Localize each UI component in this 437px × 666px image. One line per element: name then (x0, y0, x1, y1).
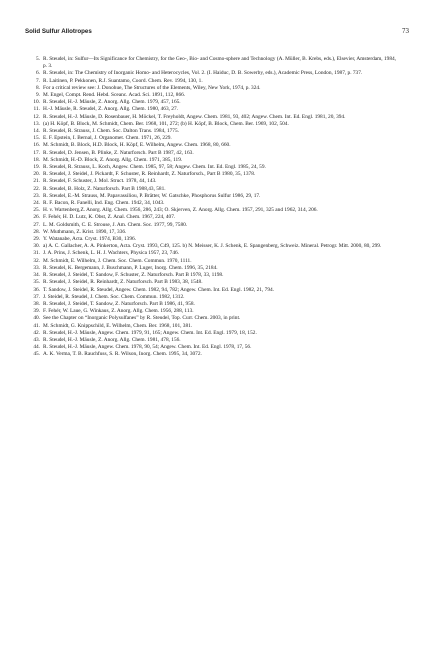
reference-item (26, 250, 396, 257)
reference-number: 38. (33, 300, 40, 307)
reference-text: H. v. Wartenberg,Z. Anorg. Allg. Chem. 1956, 286, 243; O. Skjerven, Z. Anorg. Allg. Chem. 1957, 291, 325 and 1962, 314, 206. (43, 207, 318, 214)
reference-item (26, 330, 396, 337)
reference-item (26, 351, 396, 358)
reference-number: 29. (33, 236, 40, 243)
reference-number: 31. (33, 250, 40, 257)
reference-number: 8. (35, 84, 40, 91)
reference-item (26, 178, 396, 185)
reference-number: 26. (33, 214, 40, 221)
reference-item (26, 229, 396, 236)
reference-number: 34. (33, 272, 40, 279)
reference-item (26, 315, 396, 322)
reference-item (26, 106, 396, 113)
reference-item (26, 279, 396, 286)
reference-item (26, 121, 396, 128)
reference-number: 28. (33, 228, 40, 235)
reference-number: 18. (33, 156, 40, 163)
reference-number: 16. (33, 142, 40, 149)
reference-number: 13. (33, 120, 40, 127)
reference-text: R. Steudel, B. Holz, Z. Naturforsch. Part B 1988,43, 581. (43, 185, 166, 192)
reference-text: (a) H. Köpf, B. Block, M. Schmidt, Chem. Ber. 1968, 101, 272; (b) H. Köpf, B. Block, Chem. Ber. 1969, 102, 504. (43, 120, 289, 127)
reference-number: 35. (33, 279, 40, 286)
reference-text: R. Steudel, H.-J. Mäusle, Z. Anorg. Allg. Chem. 1979, 457, 165. (43, 99, 181, 106)
reference-text: E. F. Epstein, I. Bernal, J. Organomet. Chem. 1971, 26, 229. (43, 135, 172, 142)
reference-text: R. F. Bacon, R. Fanelli, Ind. Eng. Chem. 1942, 34, 1043. (43, 200, 165, 207)
reference-text: R. Steudel, in: Sulfur—Its Significance for Chemistry, for the Geo-, Bio- and Cosmo-sphere and Technology (A. Müller, B. Krebs, eds.), Elsevier, Amsterdam, 1984, p. 3. (43, 56, 397, 70)
reference-item (26, 114, 396, 121)
reference-number: 17. (33, 149, 40, 156)
reference-number: 27. (33, 221, 40, 228)
reference-text: For a critical review see: J. Donohue, The Structures of the Elements, Wiley, New York, 1974, p. 324. (43, 84, 261, 91)
reference-item (26, 171, 396, 178)
reference-number: 39. (33, 308, 40, 315)
reference-text: J. A. Prins, J. Schenk, L. H. J. Wachters, Physica 1957, 23, 746. (43, 250, 180, 257)
reference-number: 23. (33, 192, 40, 199)
reference-number: 33. (33, 264, 40, 271)
reference-number: 22. (33, 185, 40, 192)
reference-text: R. Steudel, in: The Chemistry of Inorganic Homo- and Heterocycles, Vol. 2. (I. Haiduc, D. B. Sowerby, eds.), Academic Press, London, 1987, p. 737. (43, 70, 363, 77)
reference-item (26, 301, 396, 308)
reference-item (26, 258, 396, 265)
reference-text: Y. Watanabe, Acta. Cryst. 1974, B30, 1396. (43, 236, 137, 243)
reference-text: F. Fehér, W. Laue, G. Winkaus, Z. Anorg. Allg. Chem. 1956, 288, 113. (43, 308, 194, 315)
reference-text: M. Schmidt, E. Wilhelm, J. Chem. Soc. Chem. Commun. 1970, 1111. (43, 257, 192, 264)
reference-item (26, 70, 396, 77)
reference-text: A. K. Verma, T. B. Rauchfuss, S. R. Wilson, Inorg. Chem. 1995, 34, 3072. (43, 351, 202, 358)
reference-text: R. Steudel, H.-J. Mäusle, Angew. Chem. 1978, 90, 54; Angew. Chem. Int. Ed. Engl. 1978, 17, 56. (43, 344, 252, 351)
reference-item (26, 294, 396, 301)
reference-item (26, 92, 396, 99)
reference-number: 9. (35, 92, 40, 99)
reference-text: T. Sandow, J. Steidel, R. Steudel, Angew. Chem. 1982, 94, 782; Angew. Chem. Int. Ed. Engl. 1982, 21, 794. (43, 286, 274, 293)
reference-number: 45. (33, 351, 40, 358)
reference-item (26, 200, 396, 207)
reference-text: F. Fehér, H. D. Lutz, K. Obst, Z. Anal. Chem. 1967, 224, 407. (43, 214, 176, 221)
reference-item (26, 142, 396, 149)
reference-text: R. Steudel, D. Jensen, B. Plinke, Z. Naturforsch. Part B 1987, 42, 163. (43, 149, 194, 156)
reference-item (26, 222, 396, 229)
reference-item (26, 287, 396, 294)
reference-number: 41. (33, 322, 40, 329)
reference-text: J. Steidel, R. Steudel, J. Chem. Soc. Chem. Commun. 1982, 1312. (43, 293, 185, 300)
reference-item (26, 337, 396, 344)
page-number: 73 (402, 27, 409, 35)
reference-number: 24. (33, 200, 40, 207)
reference-number: 10. (33, 99, 40, 106)
reference-number: 30. (33, 243, 40, 250)
reference-text: M. Schmidt, B. Block, H.D. Block, H. Köpf, E. Wilhelm, Angew. Chem. 1968, 80, 660. (43, 142, 231, 149)
reference-number: 19. (33, 164, 40, 171)
reference-text: R. Steudel, H.-J. Mäusle, D. Rosenbauer, H. Möckel, T. Freyholdt, Angew. Chem. 1981, 93, 402; Angew. Chem. Int. Ed. Engl. 1981, 20, 394. (43, 113, 346, 120)
reference-number: 44. (33, 344, 40, 351)
reference-item (26, 323, 396, 330)
reference-item (26, 56, 396, 70)
reference-text: H.-J. Mäusle, R. Steudel, Z. Anorg. Allg. Chem. 1980, 463, 27. (43, 106, 178, 113)
reference-item (26, 150, 396, 157)
reference-text: R. Steudel, F. Schuster, J. Mol. Struct. 1978, 44, 143. (43, 178, 157, 185)
reference-item (26, 157, 396, 164)
reference-text: R. Steudel, J. Steidel, J. Pickardt, F. Schuster, R. Reinhardt, Z. Naturforsch., Part B 1980, 35, 1378. (43, 171, 256, 178)
reference-number: 12. (33, 113, 40, 120)
reference-number: 6. (35, 70, 40, 77)
reference-text: M. Schmidt, H.-D. Block, Z. Anorg. Allg. Chem. 1971, 385, 119. (43, 156, 183, 163)
reference-text: R. Steudel, R. Strauss, L. Koch, Angew. Chem. 1985, 97, 58; Angew. Chem. Int. Ed. Engl. 1985, 24, 59. (43, 164, 266, 171)
reference-number: 32. (33, 257, 40, 264)
reference-number: 20. (33, 171, 40, 178)
running-title: Solid Sulfur Allotropes (25, 28, 92, 35)
reference-text: L. M. Goldsmith, C. E. Strouse, J. Am. Chem. Soc. 1977, 99, 7580. (43, 221, 188, 228)
reference-number: 11. (33, 106, 40, 113)
reference-text: R. Steudel, R. Strauss, J. Chem. Soc. Dalton Trans. 1984, 1775. (43, 128, 179, 135)
reference-text: See the Chapter on “Inorganic Polysulfanes” by R. Steudel, Top. Curr. Chem. 2003, in print. (43, 315, 241, 322)
reference-item (26, 243, 396, 250)
reference-text: M. Schmidt, G. Knippschild, E. Wilhelm, Chem. Ber. 1968, 101, 381. (43, 322, 193, 329)
reference-text: R. Steudel, E.-M. Strauss, M. Papavassiliou, P. Brätter, W. Gatschke, Phosphorus Sulfur 1986, 29, 17. (43, 192, 261, 199)
reference-number: 36. (33, 286, 40, 293)
reference-item (26, 99, 396, 106)
reference-number: 37. (33, 293, 40, 300)
reference-text: R. Laitinen, P. Pekkonen, R.J. Suantamo, Coord. Chem. Rev. 1994, 130, 1. (43, 77, 203, 84)
reference-text: R. Steudel, J. Steidel, T. Sandow, Z. Naturforsch. Part B 1986, 41, 958. (43, 300, 195, 307)
reference-text: a) A. C. Gallacher, A. A. Pinkerton, Acta. Cryst. 1993, C49, 125. b) N. Meisser, K. J. Schenk, E. Spangenberg, Schweiz. Mineral. Petrogr. Mitt. 2000, 80, 299. (43, 243, 382, 250)
reference-text: R. Steudel, H.-J. Mäusle, Z. Anorg. Allg. Chem. 1981, 478, 156. (43, 336, 181, 343)
reference-item (26, 207, 396, 214)
reference-number: 42. (33, 329, 40, 336)
reference-number: 40. (33, 315, 40, 322)
page-header (25, 27, 409, 35)
reference-text: W. Muthmann, Z. Krist. 1890, 17, 336. (43, 228, 127, 235)
reference-list (26, 56, 396, 359)
reference-item (26, 214, 396, 221)
reference-text: R. Steudel, H.-J. Mäusle, Angew. Chem. 1979, 91, 165; Angew. Chem. Int. Ed. Engl. 1979, 18, 152. (43, 329, 257, 336)
reference-text: M. Engel, Compt. Rend. Hebd. Sceanc. Acad. Sci. 1891, 112, 866. (43, 92, 186, 99)
reference-item (26, 193, 396, 200)
reference-number: 25. (33, 207, 40, 214)
reference-item (26, 265, 396, 272)
reference-number: 21. (33, 178, 40, 185)
reference-number: 5. (35, 56, 40, 62)
reference-item (26, 128, 396, 135)
reference-number: 7. (35, 77, 40, 84)
reference-item (26, 186, 396, 193)
reference-item (26, 85, 396, 92)
reference-item (26, 78, 396, 85)
reference-text: R. Steudel, J. Steidel, T. Sandow, F. Schuster, Z. Naturforsch. Part B 1978, 33, 1198. (43, 272, 224, 279)
reference-number: 43. (33, 336, 40, 343)
reference-text: R. Steudel, K. Bergemann, J. Buschmann, P. Luger, Inorg. Chem. 1996, 35, 2184. (43, 264, 218, 271)
reference-text: R. Steudel, J. Steidel, R. Reinhardt, Z. Naturforsch. Part B 1983, 38, 1548. (43, 279, 203, 286)
reference-number: 14. (33, 128, 40, 135)
reference-number: 15. (33, 135, 40, 142)
